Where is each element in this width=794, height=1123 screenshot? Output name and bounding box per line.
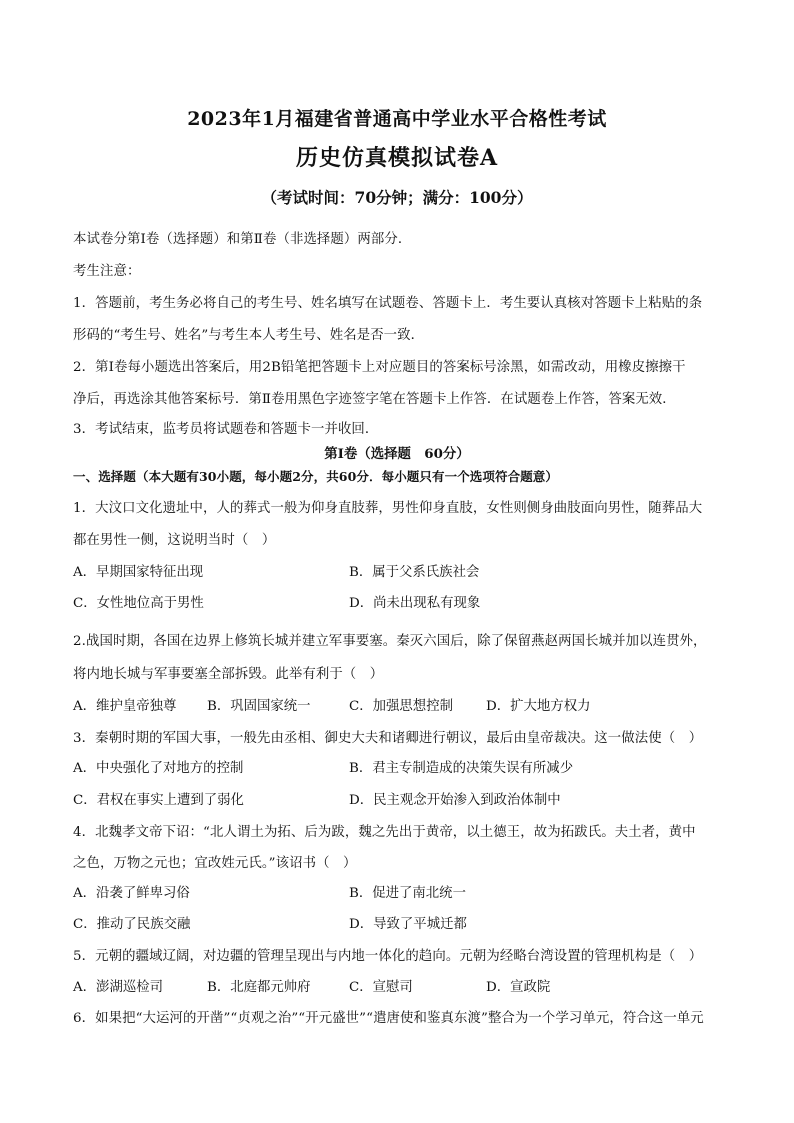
q4-option-d: D．导致了平城迁都 [349, 917, 467, 932]
q1-option-d: D．尚未出现私有现象 [349, 596, 481, 611]
q4-option-c: C．推动了民族交融 [73, 917, 191, 932]
question-1-cont: 都在男性一侧，这说明当时（ ） [73, 533, 276, 548]
notice-1-cont: 形码的“考生号、姓名”与考生本人考生号、姓名是否一致． [73, 328, 425, 343]
section-title: 第Ⅰ卷（选择题 60分） [324, 446, 470, 462]
exam-time-score: （考试时间：70分钟；满分：100分） [261, 188, 533, 207]
q2-option-a: A．维护皇帝独尊 [73, 699, 177, 714]
exam-title: 2023年1月福建省普通高中学业水平合格性考试 [187, 108, 607, 130]
q3-option-d: D．民主观念开始渗入到政治体制中 [349, 793, 561, 808]
q2-option-b: B．巩固国家统一 [207, 699, 311, 714]
notice-2-cont: 净后，再选涂其他答案标号．第Ⅱ卷用黑色字迹签字笔在答题卡上作答．在试题卷上作答，答案无效． [73, 392, 676, 407]
notice-1: 1．答题前，考生务必将自己的考生号、姓名填写在试题卷、答题卡上．考生要认真核对答题卡上粘贴的条 [73, 296, 703, 311]
q1-option-c: C．女性地位高于男性 [73, 596, 204, 611]
question-4: 4．北魏孝文帝下诏：“北人谓土为拓、后为跋，魏之先出于黄帝，以土德王，故为拓跋氏。夫土者，黄中 [73, 825, 696, 840]
q3-option-c: C．君权在事实上遭到了弱化 [73, 793, 244, 808]
q5-option-a: A．澎湖巡检司 [73, 980, 164, 995]
question-2: 2.战国时期，各国在边界上修筑长城并建立军事要塞。秦灭六国后，除了保留燕赵两国长城并加以连贯外， [73, 634, 707, 649]
section-instruction: 一、选择题（本大题有30小题，每小题2分，共60分．每小题只有一个选项符合题意） [73, 469, 558, 484]
q3-option-b: B．君主专制造成的决策失误有所减少 [349, 761, 574, 776]
intro-line: 本试卷分第Ⅰ卷（选择题）和第Ⅱ卷（非选择题）两部分． [73, 232, 412, 247]
question-3: 3．秦朝时期的军国大事，一般先由丞相、御史大夫和诸卿进行朝议，最后由皇帝裁决。这一做法使（ ） [73, 731, 703, 746]
q5-option-c: C．宣慰司 [349, 980, 413, 995]
q1-option-b: B．属于父系氏族社会 [349, 565, 480, 580]
question-5: 5．元朝的疆域辽阔，对边疆的管理呈现出与内地一体化的趋向。元朝为经略台湾设置的管理机构是（ ） [73, 949, 703, 964]
q4-option-a: A．沿袭了鲜卑习俗 [73, 886, 190, 901]
q4-option-b: B．促进了南北统一 [349, 886, 466, 901]
question-1: 1．大汶口文化遗址中，人的葬式一般为仰身直肢葬，男性仰身直肢，女性则侧身曲肢面向男性，随葬品大 [73, 501, 703, 516]
question-4-cont: 之色，万物之元也；宜改姓元氏。”该诏书（ ） [73, 856, 357, 871]
q3-option-a: A．中央强化了对地方的控制 [73, 761, 244, 776]
q1-option-a: A．早期国家特征出现 [73, 565, 204, 580]
q5-option-d: D．宣政院 [486, 980, 551, 995]
notice-2: 2．第Ⅰ卷每小题选出答案后，用2B铅笔把答题卡上对应题目的答案标号涂黑，如需改动，用橡皮擦擦干 [73, 360, 686, 375]
notice-3: 3．考试结束，监考员将试题卷和答题卡一并收回． [73, 422, 379, 437]
question-2-cont: 将内地长城与军事要塞全部拆毁。此举有利于（ ） [73, 667, 384, 682]
exam-subtitle: 历史仿真模拟试卷A [295, 145, 499, 171]
q5-option-b: B．北庭都元帅府 [207, 980, 311, 995]
question-6: 6．如果把“大运河的开凿”“贞观之治”“开元盛世”“遣唐使和鉴真东渡”整合为一个学习单元，符合这一单元 [73, 1011, 704, 1026]
q2-option-c: C．加强思想控制 [349, 699, 453, 714]
q2-option-d: D．扩大地方权力 [486, 699, 591, 714]
notice-heading: 考生注意： [73, 264, 141, 279]
